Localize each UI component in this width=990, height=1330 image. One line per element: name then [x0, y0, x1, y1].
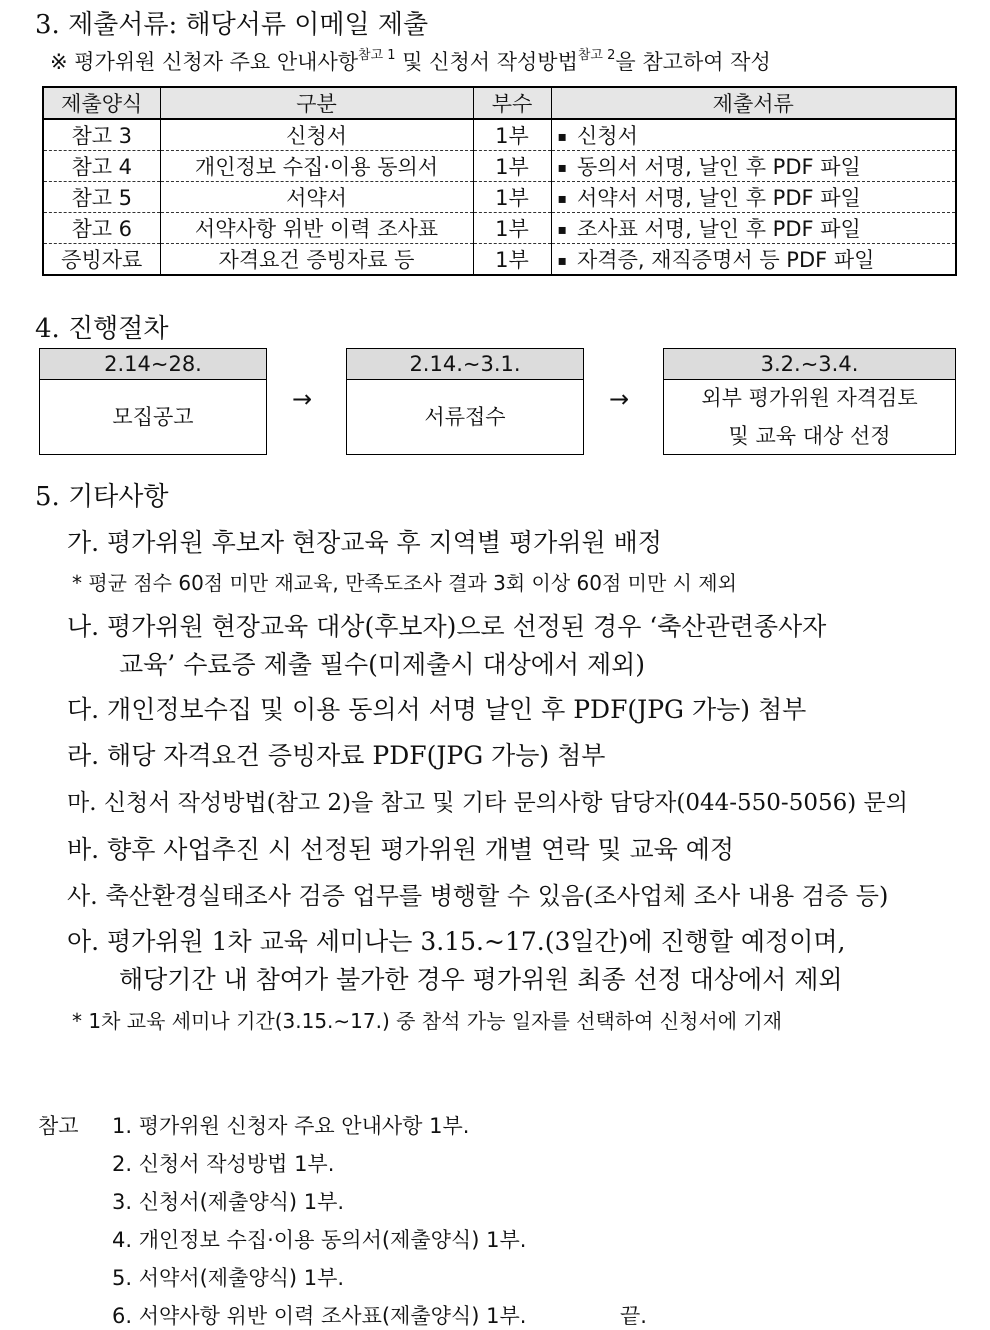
cell-doc-text: 조사표 서명, 날인 후 PDF 파일: [577, 217, 861, 241]
cell-doc-text: 신청서: [577, 124, 638, 148]
cell-copies: 1부: [473, 213, 551, 244]
cell-doc-text: 동의서 서명, 날인 후 PDF 파일: [577, 155, 861, 179]
table-row: [43, 244, 956, 276]
note-sup-1: 참고 1: [358, 48, 396, 63]
table-row: [43, 151, 956, 182]
note-text-c: 을 참고하여 작성: [615, 50, 771, 74]
list-item: 아. 평가위원 1차 교육 세미나는 3.15.~17.(3일간)에 진행할 예정이며,: [67, 927, 846, 956]
header-form: 제출양식: [43, 87, 160, 119]
cell-category: 개인정보 수집·이용 동의서: [160, 151, 473, 182]
reference-item: 3. 신청서(제출양식) 1부.: [112, 1190, 345, 1214]
cell-category: 서약사항 위반 이력 조사표: [160, 213, 473, 244]
cell-documents: [551, 151, 956, 182]
reference-item: 1. 평가위원 신청자 주요 안내사항 1부.: [112, 1114, 470, 1138]
cell-copies: 1부: [473, 151, 551, 182]
list-item-continuation: 교육’ 수료증 제출 필수(미제출시 대상에서 제외): [119, 650, 646, 679]
process-step-selection: [663, 348, 956, 455]
reference-item: 2. 신청서 작성방법 1부.: [112, 1152, 335, 1176]
right-arrow-icon: →: [292, 385, 313, 413]
cell-documents: [551, 119, 956, 151]
bullet-icon: ▪: [557, 191, 567, 207]
list-item-continuation: 해당기간 내 참여가 불가한 경우 평가위원 최종 선정 대상에서 제외: [119, 965, 843, 994]
step-date: 2.14.∼3.1.: [347, 349, 583, 380]
step-label: [40, 380, 266, 453]
cell-copies: 1부: [473, 119, 551, 151]
table-header-row: [43, 87, 956, 119]
table-row: [43, 213, 956, 244]
list-item: 마. 신청서 작성방법(참고 2)을 참고 및 기타 문의사항 담당자(044-550-5056) 문의: [67, 790, 908, 816]
list-item: 바. 향후 사업추진 시 선정된 평가위원 개별 연락 및 교육 예정: [67, 835, 735, 864]
process-step-recruit: [39, 348, 267, 455]
step-label: [347, 380, 583, 453]
right-arrow-icon: →: [609, 385, 630, 413]
step-date: 3.2.∼3.4.: [664, 349, 955, 380]
cell-doc-text: 자격증, 재직증명서 등 PDF 파일: [577, 248, 875, 272]
cell-form: 참고 4: [43, 151, 160, 182]
cell-documents: [551, 244, 956, 276]
step-label-line2: 및 교육 대상 선정: [728, 423, 891, 448]
cell-documents: [551, 182, 956, 213]
bullet-icon: ▪: [557, 253, 567, 269]
note-sup-2: 참고 2: [577, 48, 616, 63]
cell-copies: 1부: [473, 244, 551, 276]
cell-category: 신청서: [160, 119, 473, 151]
cell-form: 증빙자료: [43, 244, 160, 276]
reference-item: 6. 서약사항 위반 이력 조사표(제출양식) 1부.: [112, 1304, 527, 1328]
table-row: [43, 119, 956, 151]
reference-item: 5. 서약서(제출양식) 1부.: [112, 1266, 345, 1290]
footnote-item: * 평균 점수 60점 미만 재교육, 만족도조사 결과 3회 이상 60점 미만 시 제외: [72, 571, 737, 595]
bullet-icon: ▪: [557, 129, 567, 145]
cell-doc-text: 서약서 서명, 날인 후 PDF 파일: [577, 186, 861, 210]
step-label-text: 서류접수: [424, 404, 506, 429]
cell-form: 참고 6: [43, 213, 160, 244]
step-date: 2.14∼28.: [40, 349, 266, 380]
cell-form: 참고 3: [43, 119, 160, 151]
bullet-icon: ▪: [557, 222, 567, 238]
step-label-text: 모집공고: [112, 404, 194, 429]
section-4-title: 4. 진행절차: [35, 314, 169, 344]
cell-category: 자격요건 증빙자료 등: [160, 244, 473, 276]
section-3-note: [50, 46, 771, 76]
submission-table: [42, 86, 957, 276]
step-label: [664, 380, 955, 453]
cell-category: 서약서: [160, 182, 473, 213]
header-copies: 부수: [473, 87, 551, 119]
table-row: [43, 182, 956, 213]
list-item: 라. 해당 자격요건 증빙자료 PDF(JPG 가능) 첨부: [67, 741, 606, 770]
cell-copies: 1부: [473, 182, 551, 213]
note-text-a: ※ 평가위원 신청자 주요 안내사항: [50, 50, 359, 74]
end-mark: 끝.: [620, 1304, 647, 1328]
list-item: 나. 평가위원 현장교육 대상(후보자)으로 선정된 경우 ‘축산관련종사자: [67, 612, 827, 641]
cell-form: 참고 5: [43, 182, 160, 213]
list-item: 다. 개인정보수집 및 이용 동의서 서명 날인 후 PDF(JPG 가능) 첨부: [67, 695, 807, 724]
footnote-item: * 1차 교육 세미나 기간(3.15.∼17.) 중 참석 가능 일자를 선택하여 신청서에 기재: [72, 1009, 783, 1033]
list-item: 사. 축산환경실태조사 검증 업무를 병행할 수 있음(조사업체 조사 내용 검증 등): [67, 882, 889, 910]
cell-documents: [551, 213, 956, 244]
section-5-title: 5. 기타사항: [35, 482, 169, 512]
header-documents: 제출서류: [551, 87, 956, 119]
section-3-title: 3. 제출서류: 해당서류 이메일 제출: [35, 10, 429, 40]
process-step-receipt: [346, 348, 584, 455]
header-category: 구분: [160, 87, 473, 119]
reference-item: 4. 개인정보 수집·이용 동의서(제출양식) 1부.: [112, 1228, 527, 1252]
bullet-icon: ▪: [557, 160, 567, 176]
list-item: 가. 평가위원 후보자 현장교육 후 지역별 평가위원 배정: [67, 528, 662, 557]
note-text-b: 및 신청서 작성방법: [395, 50, 578, 74]
reference-label: 참고: [38, 1114, 79, 1138]
step-label-line1: 외부 평가위원 자격검토: [701, 385, 918, 410]
